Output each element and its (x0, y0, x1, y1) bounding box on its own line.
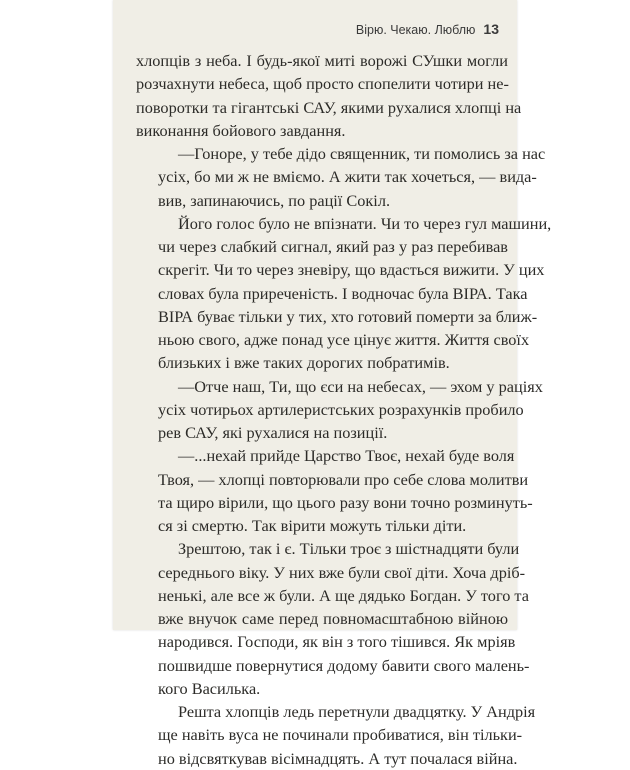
text-line: та щиро вірили, що цього разу вони точно розминуть- (158, 492, 533, 512)
text-line: народився. Господи, як він з того тішився. Як мріяв (158, 632, 516, 652)
text-line: словах була приреченість. І водночас була ВІРА. Така (158, 283, 528, 303)
text-line: —...нехай прийде Царство Твоє, нехай буде воля (178, 446, 515, 466)
text-line: —Отче наш, Ти, що єси на небесах, — эхом у раціях (178, 376, 543, 396)
text-line: вже внучок саме перед повномасштабною війною (158, 609, 508, 628)
text-line: близьких і вже таких дорогих побратимів. (158, 353, 450, 373)
text-line: скрегіт. Чи то через зневіру, що вдасться вижити. У цих (158, 260, 545, 280)
text-line: ся зі смертю. Так вірити можуть тільки діти. (158, 516, 467, 535)
text-line: Його голос було не впізнати. Чи то через гул машини, (178, 213, 552, 233)
text-line: —Гоноре, у тебе дідо священник, ти помолись за нас (178, 144, 546, 163)
running-head-title: Вірю. Чекаю. Люблю (355, 23, 476, 37)
paragraph (136, 375, 543, 445)
text-line: кого Василька. (158, 678, 261, 698)
paragraph (136, 212, 552, 375)
paragraph (136, 537, 530, 700)
text-line: пошвидше повернутися додому бавити свого малень- (158, 655, 530, 675)
text-line: хлопців з неба. І будь-якої миті ворожі СУшки могли (136, 51, 508, 70)
body-text (136, 49, 552, 770)
text-line: ВІРА буває тільки у тих, хто готовий померти за ближ- (158, 306, 538, 326)
page-number: 13 (483, 21, 499, 37)
text-line: ньою свого, адже понад усе цінує життя. Життя своїх (158, 330, 530, 349)
text-line: ще навіть вуса не починали пробиватися, він тільки- (158, 725, 523, 745)
text-line: середнього віку. У них вже були свої діти. Хоча дріб- (158, 562, 526, 582)
text-line: розчахнути небеса, щоб просто спопелити чотири не- (136, 74, 509, 94)
book-page (113, 0, 552, 768)
paragraph (136, 700, 536, 770)
paragraph (136, 444, 533, 537)
text-line: Твоя, — хлопці повторювали про себе слова молитви (158, 469, 529, 489)
text-line: Решта хлопців ледь перетнули двадцятку. У Андрія (178, 702, 536, 721)
text-line: усіх, бо ми ж не вміємо. А жити так хочеться, — вида- (158, 167, 537, 187)
text-line: чи через слабкий сигнал, який раз у раз перебивав (158, 237, 508, 256)
text-line: рев САУ, які рухалися на позиції. (158, 423, 388, 442)
text-line: поворотки та гігантські САУ, якими рухалися хлопці на (136, 97, 522, 117)
text-line: усіх чотирьох артилеристських розрахунків пробило (158, 399, 524, 419)
paragraph (136, 142, 546, 212)
text-line: но відсвяткував вісімнадцять. А тут почалася війна. (158, 748, 518, 768)
running-head (356, 21, 499, 37)
paragraph (136, 49, 522, 142)
text-line: ненькі, але все ж були. А ще дядько Богдан. У того та (158, 585, 529, 605)
text-line: вив, запинаючись, по рації Сокіл. (158, 190, 391, 210)
text-line: Зрештою, так і є. Тільки троє з шістнадцяти були (178, 539, 520, 559)
text-line: виконання бойового завдання. (136, 120, 346, 140)
